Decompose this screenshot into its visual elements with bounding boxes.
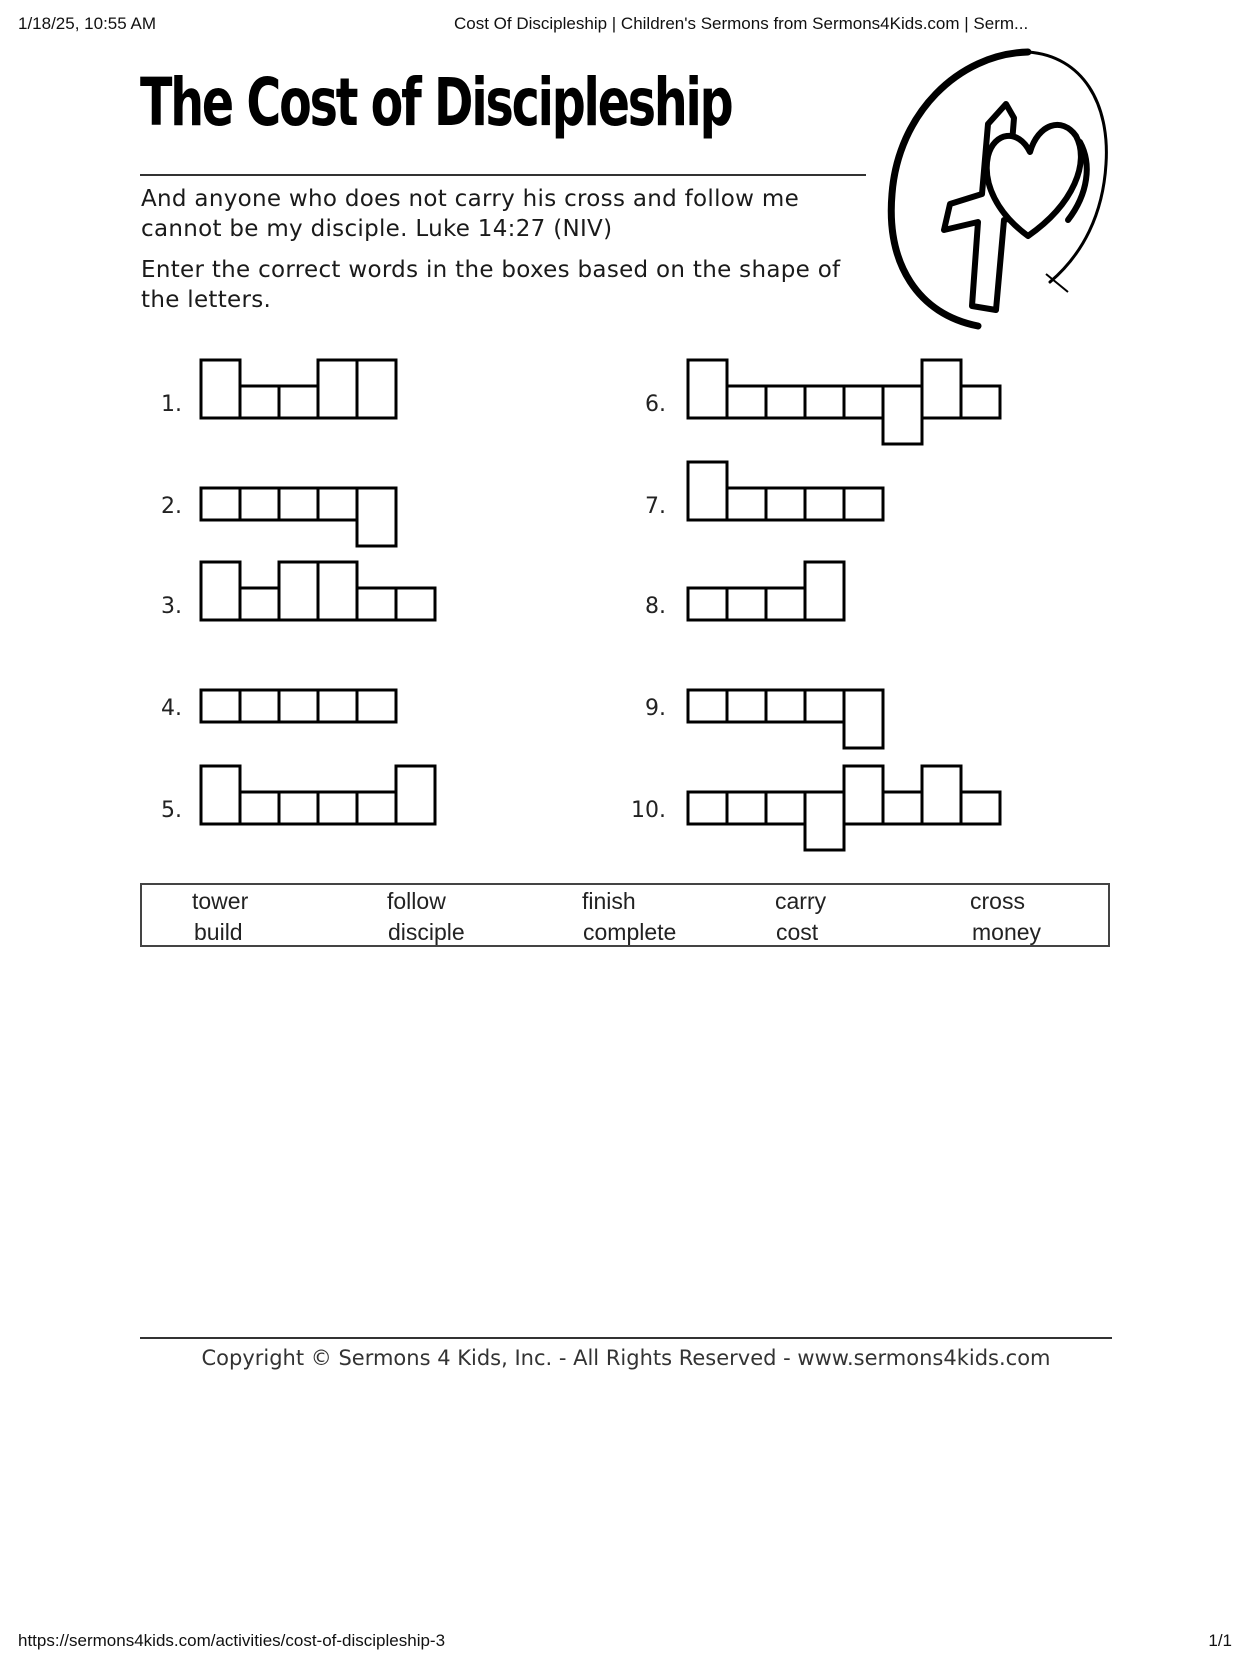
instructions: Enter the correct words in the boxes based on the shape of the letters. <box>141 257 841 313</box>
letter-box-tall[interactable] <box>688 462 727 520</box>
letter-box-short[interactable] <box>201 488 240 520</box>
letter-box-tall[interactable] <box>201 360 240 418</box>
letter-box-short[interactable] <box>688 588 727 620</box>
letter-box-tall[interactable] <box>201 562 240 620</box>
letter-box-short[interactable] <box>318 488 357 520</box>
letter-box-short[interactable] <box>396 588 435 620</box>
letter-box-short[interactable] <box>240 588 279 620</box>
puzzle-number: 7. <box>645 494 666 519</box>
letter-box-short[interactable] <box>727 588 766 620</box>
letter-box-short[interactable] <box>240 792 279 824</box>
letter-box-short[interactable] <box>279 386 318 418</box>
puzzle-number: 8. <box>645 594 666 619</box>
worksheet-title: The Cost of Discipleship <box>140 64 732 141</box>
letter-box-short[interactable] <box>727 386 766 418</box>
scripture-verse: And anyone who does not carry his cross and follow me cannot be my disciple. Luke 14:27 (NIV) <box>141 186 800 242</box>
letter-box-short[interactable] <box>688 792 727 824</box>
letter-box-short[interactable] <box>357 792 396 824</box>
letter-box-tall[interactable] <box>396 766 435 824</box>
letter-box-tall[interactable] <box>279 562 318 620</box>
puzzle-number: 4. <box>161 696 182 721</box>
letter-box-short[interactable] <box>727 488 766 520</box>
print-footer <box>18 1631 1232 1653</box>
letter-box-tall[interactable] <box>805 562 844 620</box>
letter-box-short[interactable] <box>961 792 1000 824</box>
word-bank-item: money <box>972 919 1042 945</box>
word-bank-item: build <box>194 919 243 945</box>
word-bank-item: tower <box>192 888 249 914</box>
letter-box-short[interactable] <box>201 690 240 722</box>
word-bank-item: cost <box>776 919 819 945</box>
word-bank-item: cross <box>970 888 1025 914</box>
letter-box-short[interactable] <box>805 690 844 722</box>
letter-box-short[interactable] <box>844 386 883 418</box>
letter-box-tall[interactable] <box>318 360 357 418</box>
letter-box-short[interactable] <box>688 690 727 722</box>
letter-box-tall[interactable] <box>318 562 357 620</box>
letter-box-short[interactable] <box>766 792 805 824</box>
print-page-title: Cost Of Discipleship | Children's Sermons from Sermons4Kids.com | Serm... <box>454 14 1029 33</box>
word-bank-item: disciple <box>388 919 465 945</box>
letter-box-desc[interactable] <box>844 690 883 748</box>
letter-box-short[interactable] <box>279 792 318 824</box>
word-bank <box>140 883 1110 947</box>
letter-box-short[interactable] <box>727 690 766 722</box>
print-page-count: 1/1 <box>1208 1631 1232 1650</box>
letter-box-short[interactable] <box>240 386 279 418</box>
letter-box-short[interactable] <box>357 690 396 722</box>
copyright-text: Copyright © Sermons 4 Kids, Inc. - All Rights Reserved - www.sermons4kids.com <box>201 1346 1051 1370</box>
letter-box-tall[interactable] <box>201 766 240 824</box>
letter-box-short[interactable] <box>805 488 844 520</box>
puzzle-number: 3. <box>161 594 182 619</box>
letter-box-short[interactable] <box>844 488 883 520</box>
letter-box-short[interactable] <box>279 690 318 722</box>
puzzle-number: 6. <box>645 392 666 417</box>
letter-box-desc[interactable] <box>883 386 922 444</box>
footer-divider <box>140 1337 1112 1339</box>
word-bank-item: complete <box>583 919 677 945</box>
letter-box-short[interactable] <box>240 488 279 520</box>
letter-box-tall[interactable] <box>688 360 727 418</box>
letter-box-tall[interactable] <box>357 360 396 418</box>
letter-box-short[interactable] <box>318 690 357 722</box>
letter-box-short[interactable] <box>727 792 766 824</box>
puzzle-number: 5. <box>161 798 182 823</box>
letter-box-desc[interactable] <box>805 792 844 850</box>
letter-box-tall[interactable] <box>922 766 961 824</box>
letter-box-short[interactable] <box>766 488 805 520</box>
letter-box-tall[interactable] <box>844 766 883 824</box>
word-bank-item: carry <box>775 888 827 914</box>
puzzle-number: 9. <box>645 696 666 721</box>
letter-box-short[interactable] <box>961 386 1000 418</box>
letter-box-short[interactable] <box>766 588 805 620</box>
puzzle-number: 10. <box>631 798 666 823</box>
puzzle-number: 2. <box>161 494 182 519</box>
letter-box-short[interactable] <box>805 386 844 418</box>
word-bank-item: follow <box>387 888 446 914</box>
word-bank-item: finish <box>582 888 636 914</box>
letter-box-short[interactable] <box>357 588 396 620</box>
letter-box-short[interactable] <box>240 690 279 722</box>
letter-box-short[interactable] <box>318 792 357 824</box>
print-url: https://sermons4kids.com/activities/cost-of-discipleship-3 <box>18 1631 446 1650</box>
letter-box-desc[interactable] <box>357 488 396 546</box>
letter-box-short[interactable] <box>883 792 922 824</box>
letter-box-short[interactable] <box>766 386 805 418</box>
print-datetime: 1/18/25, 10:55 AM <box>18 14 156 33</box>
letter-box-tall[interactable] <box>922 360 961 418</box>
letter-box-short[interactable] <box>766 690 805 722</box>
letter-box-short[interactable] <box>279 488 318 520</box>
puzzle-number: 1. <box>161 392 182 417</box>
